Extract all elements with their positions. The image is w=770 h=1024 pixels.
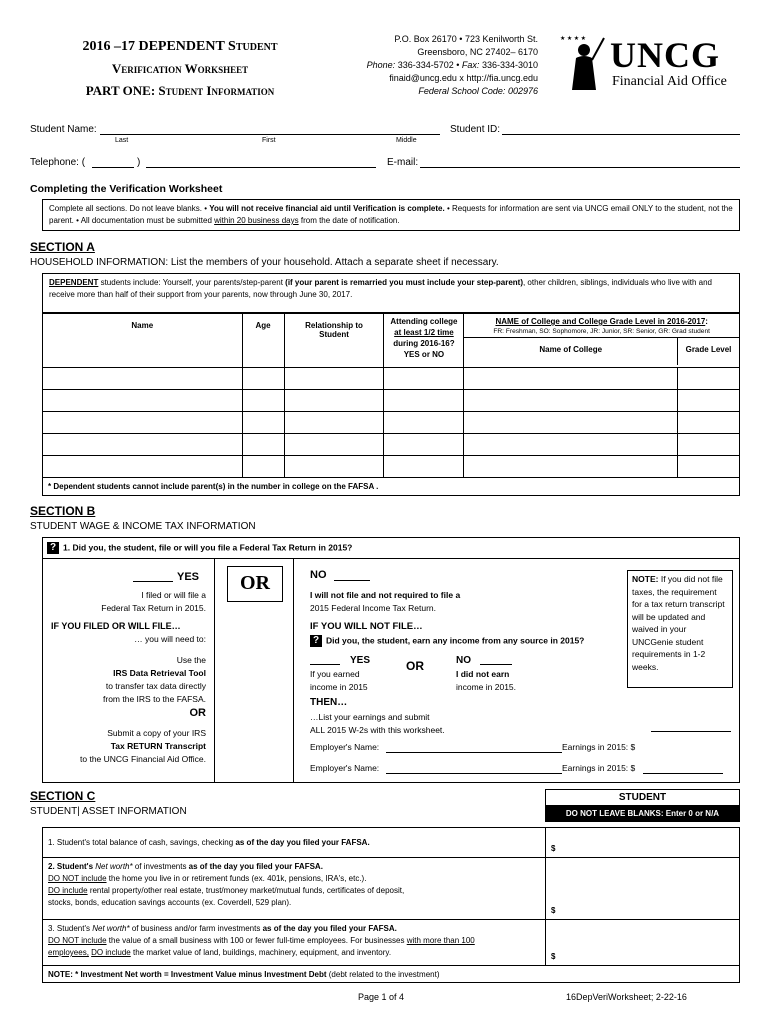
earn-yes-checkbox[interactable] (310, 664, 340, 665)
table-row[interactable] (43, 412, 740, 434)
or-box: OR (227, 566, 283, 602)
middle-label: Middle (396, 137, 417, 144)
phone-paren: ) (137, 157, 141, 168)
telephone-label: Telephone: ( (30, 157, 86, 168)
uncg-logo (556, 30, 744, 96)
minerva-icon (556, 30, 608, 94)
area-code-field[interactable] (92, 167, 134, 168)
col-college: Name of College (539, 345, 603, 354)
asset-table (42, 827, 740, 983)
logo-text: UNCG (610, 35, 720, 75)
employer-name-field[interactable] (386, 752, 562, 753)
phone-field[interactable] (146, 167, 376, 168)
table-row[interactable] (43, 390, 740, 412)
email-web: finaid@uncg.edu x http://fia.uncg.edu (389, 73, 538, 83)
section-b-subheading: STUDENT WAGE & INCOME TAX INFORMATION (30, 521, 256, 532)
section-c-heading: SECTION C (30, 789, 96, 803)
asset-q3: 3. Student's Net worth* of business and/or farm investments as of the day you filed your FAFSA. DO NOT include the value of a small business with 100 or fewer full-time employees. For businesses with more than 100 employees, DO include the market value of land, buildings, machinery, equipment, and inventory. (43, 920, 546, 966)
no-checkbox[interactable] (334, 580, 370, 581)
student-name-field[interactable] (100, 134, 440, 135)
earnings-field[interactable] (651, 731, 731, 732)
q1-text: 1. Did you, the student, file or will you file a Federal Tax Return in 2015? (63, 542, 353, 553)
section-a-heading: SECTION A (30, 240, 95, 254)
phone-fax: Phone: 336-334-5702 • Fax: 336-334-3010 (366, 60, 538, 70)
address-line1: P.O. Box 26170 • 723 Kenilworth St. (394, 34, 538, 44)
header-title (30, 36, 330, 102)
employer-name-field[interactable] (386, 773, 562, 774)
asset-note: NOTE: * Investment Net worth = Investment Value minus Investment Debt (debt related to the investment) (43, 966, 740, 983)
note-box: NOTE: If you did not file taxes, the requirement for a tax return transcript will be updated and waived in your UNCGenie student requirements in 1-2 weeks. (627, 570, 733, 688)
table-row[interactable] (43, 434, 740, 456)
asset-q1-amount[interactable]: $ (546, 828, 740, 858)
dependent-info-box: DEPENDENT students include: Yourself, your parents/step-parent (if your parent is remarried you must include your step-parent), other children, siblings, individuals who live with and receive more than half of their support from your parents, now through June 30, 2017. (42, 273, 740, 313)
first-label: First (262, 137, 276, 144)
completing-heading: Completing the Verification Worksheet (30, 183, 223, 195)
earn-no-checkbox[interactable] (480, 664, 512, 665)
svg-text:★ ★ ★ ★: ★ ★ ★ ★ (560, 36, 587, 42)
student-col-header: STUDENT (545, 789, 740, 806)
title-line1: 2016 –17 DEPENDENT Student (82, 39, 278, 54)
title-line3: PART ONE: Student Information (85, 83, 275, 98)
section-a-subheading: HOUSEHOLD INFORMATION: List the members of your household. Attach a separate sheet if necessary. (30, 257, 499, 268)
household-table (42, 313, 740, 496)
tax-question-box: ? 1. Did you, the student, file or will you file a Federal Tax Return in 2015? YES I filed or will file a Federal Tax Return in 2015. IF YOU FILED OR WILL FILE… … you will need to: Use the IRS Data Retrieval Tool to transfer tax data directly from the IRS to the FAFSA. OR Submit a copy of your IRS Tax RETURN Transcript to the UNCG Financial Aid Office. OR NO I will not file and not required to file a 2015 Federal Income Tax Return. IF YOU WILL NOT FILE… ? Did you, the student, earn any income from any source in 2015? YES If you earned income in 2015 OR NO I did not earn income in 2015. THEN… …List your earnings and submit ALL 2015 W-2s with this worksheet. Employer's Name: Earnings in 2015: $ Employer's Name: Earnings in 2015: $ NOTE: If you did not file taxes, the requirement for a tax return transcript will be updated and waived in your UNCGenie student requirements in 1-2 weeks. (42, 537, 740, 783)
asset-q3-amount[interactable]: $ (546, 920, 740, 966)
col-level: Grade Level (677, 338, 739, 365)
earnings-field[interactable] (643, 773, 723, 774)
col-name: Name (43, 314, 243, 368)
table-row[interactable] (43, 456, 740, 478)
col-relationship: Relationship to Student (284, 314, 384, 368)
col-college-grade: NAME of College and College Grade Level in 2016-2017: FR: Freshman, SO: Sophomore, JR: Junior, SR: Senior, GR: Grad student Name of College Grade Level (464, 314, 740, 368)
asset-q2-amount[interactable]: $ (546, 858, 740, 920)
logo-sub: Financial Aid Office (612, 74, 727, 89)
question-icon: ? (310, 635, 322, 647)
section-b-heading: SECTION B (30, 504, 96, 518)
col-attending: Attending college at least 1/2 time during 2016-16? YES or NO (384, 314, 464, 368)
title-line2: Verification Worksheet (111, 61, 249, 76)
yes-checkbox[interactable] (133, 581, 173, 582)
email-label: E-mail: (387, 157, 419, 168)
asset-q1: 1. Student's total balance of cash, savings, checking as of the day you filed your FAFSA. (43, 828, 546, 858)
student-id-field[interactable] (502, 134, 740, 135)
section-c-subheading: STUDENT| ASSET INFORMATION (30, 806, 187, 817)
form-id: 16DepVeriWorksheet; 2-22-16 (566, 992, 687, 1002)
col-age: Age (242, 314, 284, 368)
school-code: Federal School Code: 002976 (418, 86, 538, 96)
page-number: Page 1 of 4 (358, 992, 405, 1002)
last-label: Last (115, 137, 129, 144)
email-field[interactable] (420, 167, 740, 168)
asset-q2: 2. Student's Net worth* of investments as of the day you filed your FAFSA. DO NOT include the home you live in or retirement funds (ex. 401k, pensions, IRA's, etc.). DO include rental property/other real estate, trust/money market/mutual funds, certificates of deposit, stocks, bonds, education savings accounts (ex. Coverdell, 529 plan). (43, 858, 546, 920)
contact-block (346, 33, 538, 98)
table-row[interactable] (43, 368, 740, 390)
student-id-label: Student ID: (450, 124, 501, 135)
completing-box: Complete all sections. Do not leave blanks. • You will not receive financial aid until Verification is complete. • Requests for information are sent via UNCG email ONLY to the student, not the parent. • All documentation must be submitted within 20 business days from the date of notification. (42, 199, 740, 231)
household-footnote: * Dependent students cannot include parent(s) in the number in college on the FAFSA . (43, 478, 740, 496)
student-name-label: Student Name: (30, 124, 97, 135)
student-col-instr: DO NOT LEAVE BLANKS: Enter 0 or N/A (545, 806, 740, 822)
question-icon: ? (47, 542, 59, 554)
address-line2: Greensboro, NC 27402– 6170 (417, 47, 538, 57)
